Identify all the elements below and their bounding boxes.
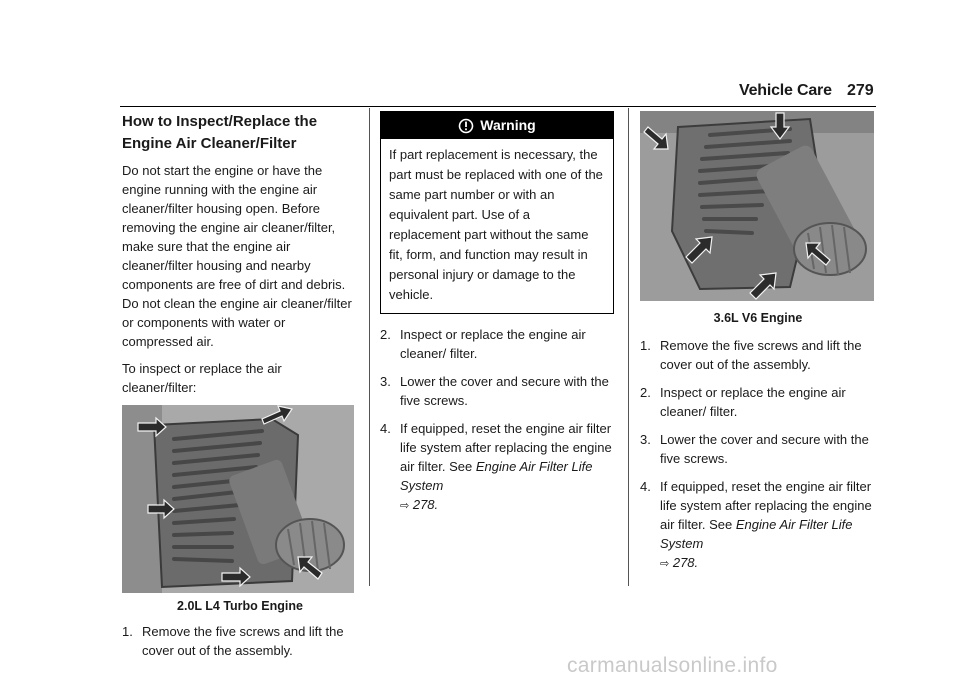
step-text: Lower the cover and secure with the five screws. — [400, 374, 609, 408]
step-number: 1. — [640, 338, 651, 353]
section-title: How to Inspect/Replace the Engine Air Cleaner/Filter — [122, 113, 318, 152]
step-number: 4. — [380, 421, 391, 436]
list-item — [640, 477, 876, 574]
step-text: Lower the cover and secure with the five screws. — [660, 432, 869, 466]
step-number: 1. — [122, 624, 133, 639]
step-number: 2. — [380, 327, 391, 342]
engine-photo-3-6l — [640, 111, 874, 301]
air-cleaner-illustration-3-6l — [640, 111, 874, 301]
middle-column — [380, 111, 614, 525]
page-number: 279 — [847, 82, 874, 99]
step-text: Inspect or replace the engine air cleaner/ filter. — [660, 385, 846, 419]
warning-box — [380, 111, 614, 314]
warning-title: Warning — [480, 117, 536, 133]
intro-paragraph: Do not start the engine or have the engine running with the engine air cleaner/filter housing open. Before removing the engine air cleaner/filter, make sure that the engine air cleaner/filter housing and nearby components are free of dirt and debris. Do not clean the engine air cleaner/filter or components with water or compressed air. — [122, 163, 352, 349]
left-column — [122, 111, 358, 669]
step-number: 2. — [640, 385, 651, 400]
page-reference-icon: ⇨ — [660, 558, 670, 570]
page-header-title: Vehicle Care — [739, 82, 832, 99]
step-text: Inspect or replace the engine air cleaner/ filter. — [400, 327, 586, 361]
list-item — [380, 419, 614, 516]
column-divider-left — [369, 108, 370, 586]
page-reference-icon: ⇨ — [400, 500, 410, 512]
step-text: If equipped, reset the engine air filter life system after replacing the engine air filter. See — [660, 479, 872, 532]
engine-photo-2-0l — [122, 405, 354, 593]
step-number: 3. — [640, 432, 651, 447]
right-column — [640, 111, 876, 583]
step-text: Remove the five screws and lift the cover out of the assembly. — [142, 624, 344, 658]
figure-caption-3-6l: 3.6L V6 Engine — [713, 311, 803, 325]
list-item — [640, 336, 876, 374]
middle-steps-list — [380, 325, 614, 516]
right-steps-list — [640, 336, 876, 574]
list-item — [380, 325, 614, 363]
warning-header — [381, 112, 613, 139]
list-item — [640, 383, 876, 421]
cross-reference-link[interactable]: Engine Air Filter Life System — [400, 459, 593, 493]
step-number: 3. — [380, 374, 391, 389]
figure-caption-2-0l: 2.0L L4 Turbo Engine — [177, 599, 303, 613]
warning-text: If part replacement is necessary, the part must be replaced with one of the same part number or with an equivalent part. Use of a replacement part without the same fit, form, and function may result in personal injury or damage to the vehicle. — [389, 147, 603, 302]
reference-page-link[interactable]: 278. — [412, 497, 439, 512]
instruction-paragraph: To inspect or replace the air cleaner/filter: — [122, 361, 282, 395]
reference-page-link[interactable]: 278. — [672, 555, 699, 570]
intro-text — [122, 161, 358, 397]
list-item — [380, 372, 614, 410]
step-text: Remove the five screws and lift the cover out of the assembly. — [660, 338, 862, 372]
warning-icon — [458, 118, 474, 134]
step-number: 4. — [640, 479, 651, 494]
list-item — [122, 622, 358, 660]
air-cleaner-illustration-2-0l — [122, 405, 354, 593]
column-divider-right — [628, 108, 629, 586]
watermark-text: carmanualsonline.info — [567, 654, 778, 677]
cross-reference-link[interactable]: Engine Air Filter Life System — [660, 517, 853, 551]
step-text: If equipped, reset the engine air filter life system after replacing the engine air filter. See — [400, 421, 612, 474]
list-item — [640, 430, 876, 468]
header-divider — [120, 106, 876, 107]
left-steps-list — [122, 622, 358, 660]
